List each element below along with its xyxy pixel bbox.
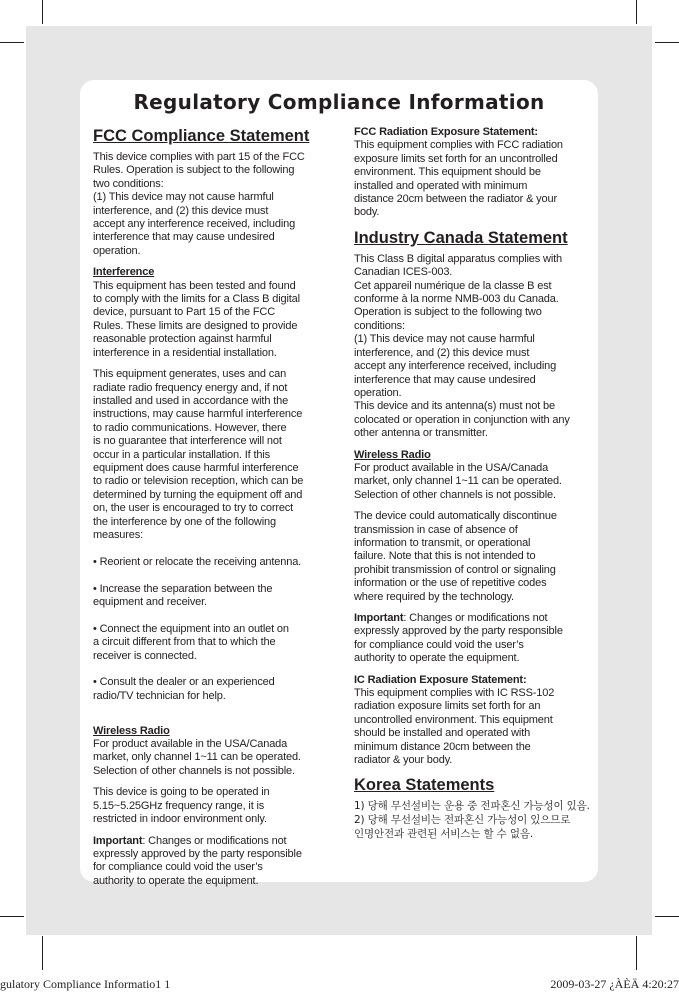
- list-item: • Consult the dealer or an experienced radio/TV technician for help.: [93, 676, 275, 702]
- left-column: [93, 126, 333, 896]
- industry-canada-heading: Industry Canada Statement: [354, 228, 568, 247]
- wireless-radio-text-2: The device could automatically discontinue transmission in case of absence of information to transmit, or operational failure. Note that this is not intended to prohibit transmission of control or signaling information or the use of repetitive codes where required by the technology.: [354, 510, 557, 603]
- list-item: • Connect the equipment into an outlet on a circuit different from that to which the receiver is connected.: [93, 622, 289, 662]
- wireless-radio-heading: Wireless Radio: [354, 448, 431, 461]
- interference-text-2: This equipment generates, uses and can radiate radio frequency energy and, if not installed and used in accordance with the instructions, may cause harmful interference to radio communications. However, there is no guarantee that interference will not occur in a particular installation. If this equipment does cause harmful interference to radio or television reception, which can be determined by turning the equipment off and on, the user is encouraged to try to correct the interference by one of the following measures:: [93, 368, 304, 541]
- wireless-radio-text: For product available in the USA/Canada market, only channel 1~11 can be operated. Selection of other channels is not possible.: [93, 738, 301, 777]
- interference-text: This equipment has been tested and found to comply with the limits for a Class B digital device, pursuant to Part 15 of the FCC Rules. These limits are designed to provide reasonable protection against harmful interference in a residential installation.: [93, 279, 300, 359]
- wireless-radio-text-2: This device is going to be operated in 5.15~5.25GHz frequency range, it is restricted in indoor environment only.: [93, 786, 270, 826]
- fcc-compliance-heading: FCC Compliance Statement: [93, 127, 310, 145]
- page-title: Regulatory Compliance Information: [133, 90, 545, 114]
- ic-radiation-heading: IC Radiation Exposure Statement:: [354, 673, 527, 686]
- crop-mark: [655, 42, 679, 43]
- crop-mark: [42, 936, 43, 970]
- crop-mark: [42, 0, 43, 24]
- crop-mark: [0, 42, 24, 43]
- ic-radiation-text: This equipment complies with IC RSS-102 radiation exposure limits set forth for an uncontrolled environment. This equipment should be installed and operated with minimum distance 20cm between the radiator & your body.: [354, 687, 555, 767]
- important-note: [354, 612, 594, 666]
- korea-text: 1) 당해 무선설비는 운용 중 전파혼신 가능성이 있음. 2) 당해 무선설비는 전파혼신 가능성이 있으므로 인명안전과 관련된 서비스는 할 수 없음.: [354, 800, 590, 840]
- list-item: • Reorient or relocate the receiving antenna.: [93, 555, 302, 568]
- right-column: [354, 126, 594, 841]
- measures-list: [93, 542, 333, 716]
- wireless-radio-text: For product available in the USA/Canada market, only channel 1~11 can be operated. Selection of other channels is not possible.: [354, 461, 562, 501]
- crop-mark: [636, 0, 637, 24]
- important-text: : Changes or modifications not expressly approved by the party responsible for compliance could void the user’s authority to operate the equipment.: [354, 612, 563, 665]
- wireless-radio-heading: Wireless Radio: [93, 724, 170, 737]
- crop-mark: [655, 916, 679, 917]
- crop-mark: [636, 936, 637, 970]
- important-label: Important: [93, 834, 143, 847]
- important-text: : Changes or modifications not expressly approved by the party responsible for compliance could void the user’s authority to operate the equipment.: [93, 834, 302, 887]
- fcc-compliance-text: This device complies with part 15 of the FCC Rules. Operation is subject to the following two conditions: (1) This device may not cause harmful interference, and (2) this device must accept any interference received, including interference that may cause undesired operation.: [93, 151, 305, 257]
- important-note: [93, 835, 333, 889]
- fcc-radiation-text: This equipment complies with FCC radiation exposure limits set forth for an uncontrolled environment. This equipment should be installed and operated with minimum distance 20cm between the radiator & your body.: [354, 139, 563, 219]
- fcc-radiation-heading: FCC Radiation Exposure Statement:: [354, 126, 538, 138]
- footer-timestamp: 2009-03-27 ¿ÀÈÄ 4:20:27: [550, 977, 679, 991]
- industry-canada-text: This Class B digital apparatus complies with Canadian ICES-003. Cet appareil numérique de la classe B est conforme à la norme NMB-003 du Canada. Operation is subject to the following two conditions: (1) This device may not cause harmful interference, and (2) this device must accept any interference received, including interference that may cause undesired operation. This device and its antenna(s) must not be colocated or operation in conjunction with any other antenna or transmitter.: [354, 252, 570, 440]
- list-item: • Increase the separation between the equipment and receiver.: [93, 582, 273, 608]
- interference-heading: Interference: [93, 266, 155, 279]
- footer-file-info: gulatory Compliance Informatio1 1: [0, 977, 171, 991]
- crop-mark: [0, 916, 24, 917]
- korea-heading: Korea Statements: [354, 776, 495, 795]
- important-label: Important: [354, 612, 404, 624]
